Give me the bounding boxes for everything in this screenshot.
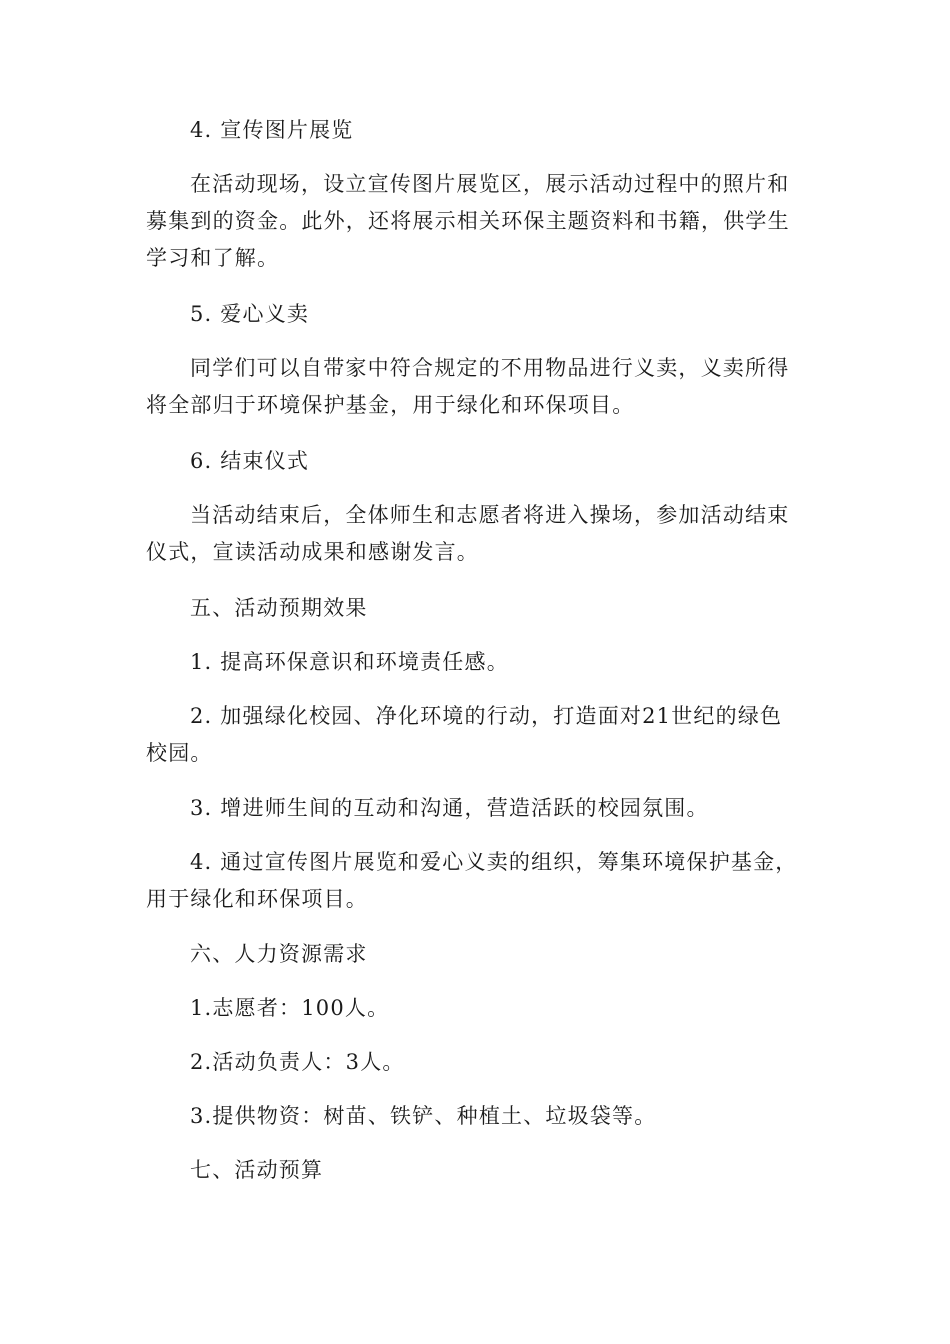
paragraph-charity-sale: 同学们可以自带家中符合规定的不用物品进行义卖，义卖所得将全部归于环境保护基金，用于绿化和环保项目。 xyxy=(146,356,790,417)
list-item-effect-3: 3. 增进师生间的互动和沟通，营造活跃的校园氛围。 xyxy=(190,796,709,820)
list-item-volunteers: 1.志愿者：100人。 xyxy=(190,996,390,1020)
heading-closing-ceremony: 6. 结束仪式 xyxy=(190,449,310,473)
list-item-effect-2: 2. 加强绿化校园、净化环境的行动，打造面对21世纪的绿色校园。 xyxy=(146,704,783,765)
list-item-effect-1: 1. 提高环保意识和环境责任感。 xyxy=(190,650,509,674)
list-item-effect-4: 4. 通过宣传图片展览和爱心义卖的组织，筹集环境保护基金，用于绿化和环保项目。 xyxy=(146,850,798,911)
section-heading-human-resources: 六、人力资源需求 xyxy=(190,942,368,966)
section-heading-expected-effects: 五、活动预期效果 xyxy=(190,596,368,620)
list-item-leaders: 2.活动负责人：3人。 xyxy=(190,1050,405,1074)
section-heading-budget: 七、活动预算 xyxy=(190,1158,324,1182)
heading-charity-sale: 5. 爱心义卖 xyxy=(190,302,310,326)
paragraph-photo-exhibition: 在活动现场，设立宣传图片展览区，展示活动过程中的照片和募集到的资金。此外，还将展示相关环保主题资料和书籍，供学生学习和了解。 xyxy=(146,172,790,270)
paragraph-closing-ceremony: 当活动结束后，全体师生和志愿者将进入操场，参加活动结束仪式，宣读活动成果和感谢发言。 xyxy=(146,503,790,564)
heading-photo-exhibition: 4. 宣传图片展览 xyxy=(190,118,354,142)
list-item-supplies: 3.提供物资：树苗、铁铲、种植土、垃圾袋等。 xyxy=(190,1104,657,1128)
